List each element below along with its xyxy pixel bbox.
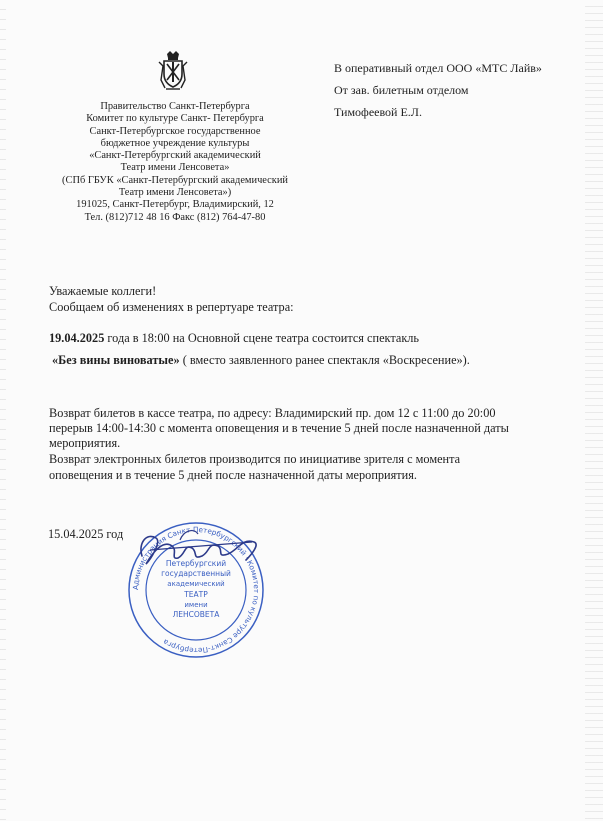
org-line: «Санкт-Петербургский академический	[89, 150, 261, 162]
return-online-line-1: Возврат электронных билетов производится по инициативе зрителя с момента	[49, 452, 461, 466]
stamp-line: Петербургский	[165, 559, 227, 568]
return-online-line-2: оповещения и в течение 5 дней после назначенной даты мероприятия.	[49, 468, 417, 482]
stamp-line: государственный	[161, 569, 231, 578]
org-line: Театр имени Ленсовета»)	[118, 187, 232, 199]
return-box-office-line-1: Возврат билетов в кассе театра, по адресу: Владимирский пр. дом 12 с 11:00 до 20:00	[49, 406, 496, 420]
signature-date: 15.04.2025 год	[48, 527, 124, 541]
event-date: 19.04.2025	[49, 331, 105, 345]
recipient-line: В оперативный отдел ООО «МТС Лайв»	[334, 61, 542, 75]
stamp-line: имени	[184, 601, 208, 609]
org-line: Театр имени Ленсовета»	[120, 162, 230, 174]
coat-of-arms-icon	[156, 50, 190, 94]
org-line: Комитет по культуре Санкт- Петербурга	[86, 113, 264, 125]
org-line: Правительство Санкт-Петербурга	[100, 101, 250, 112]
organization-header	[30, 101, 320, 224]
play-line	[52, 353, 470, 369]
sender-line: От зав. билетным отделом	[334, 83, 469, 97]
sender-name: Тимофеевой Е.Л.	[334, 105, 422, 119]
return-box-office-line-2: перерыв 14:00-14:30 с момента оповещения и в течение 5 дней после назначенной даты	[49, 421, 509, 435]
play-title: «Без вины виноватые»	[52, 353, 180, 367]
org-line: Санкт-Петербургское государственное	[89, 125, 261, 137]
return-box-office-line-3: мероприятия.	[49, 436, 121, 450]
org-address: 191025, Санкт-Петербург, Владимирский, 12	[76, 199, 274, 211]
event-text: года в 18:00 на Основной сцене театра состоится спектакль	[104, 331, 420, 345]
handwritten-signature	[120, 520, 270, 580]
play-note: ( вместо заявленного ранее спектакля «Воскресение»).	[179, 353, 470, 367]
org-line: бюджетное учреждение культуры	[100, 137, 250, 149]
stamp-line: ЛЕНСОВЕТА	[172, 610, 220, 619]
greeting: Уважаемые коллеги!	[49, 284, 157, 298]
stamp-ring-text: Администрация Санкт-Петербургский · Комитет по культуре Санкт-Петербурга	[130, 524, 262, 656]
stamp-line: академический	[167, 580, 225, 588]
intro-line: Сообщаем об изменениях в репертуаре театра:	[49, 300, 294, 314]
event-line	[49, 331, 419, 347]
stamp-line: ТЕАТР	[184, 590, 208, 599]
org-phone: Тел. (812)712 48 16 Факс (812) 764-47-80	[84, 211, 266, 223]
scan-edge-left	[0, 0, 6, 821]
org-line: (СПб ГБУК «Санкт-Петербургский академический	[62, 174, 288, 186]
recipient-block	[334, 57, 542, 123]
scan-edge-right	[585, 0, 603, 821]
